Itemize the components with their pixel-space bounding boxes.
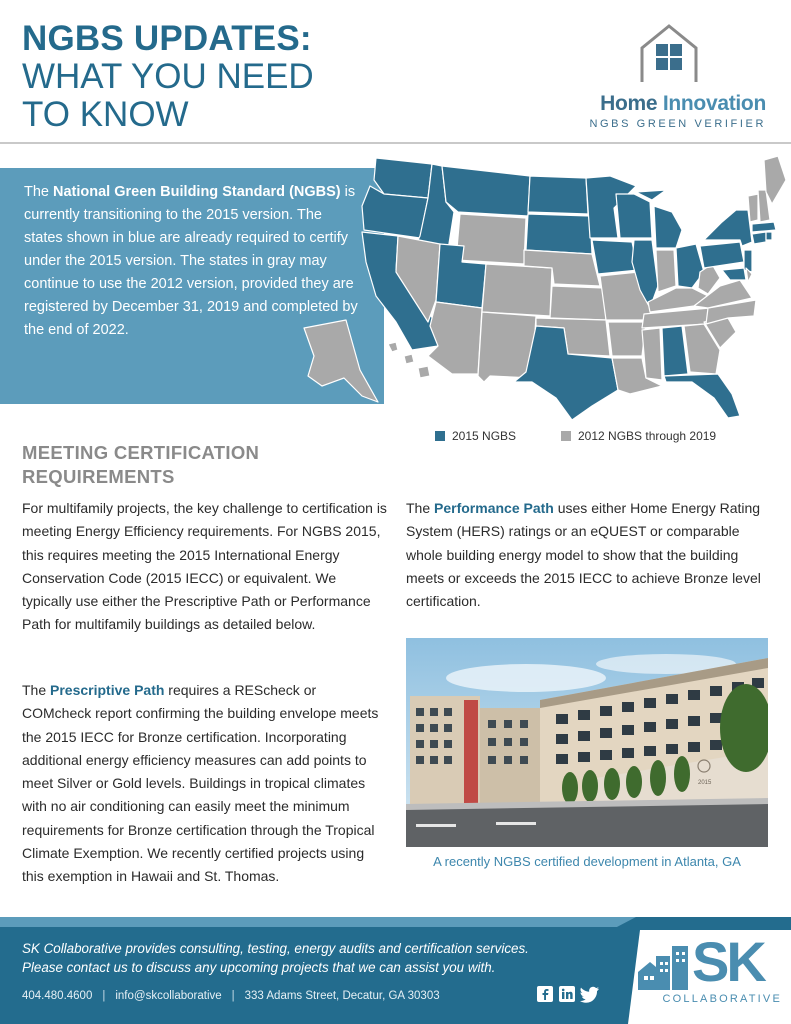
- state-connecticut: [752, 232, 766, 244]
- state-south-dakota: [526, 214, 592, 254]
- state-new-jersey: [744, 250, 752, 272]
- paragraph-prescriptive: [22, 679, 387, 889]
- sk-letters: SK: [692, 930, 764, 993]
- street-address: 333 Adams Street, Decatur, GA 30303: [244, 990, 440, 1002]
- separator: |: [102, 990, 106, 1002]
- logo-subtitle: NGBS GREEN VERIFIER: [589, 118, 766, 130]
- home-innovation-logo: [572, 22, 772, 132]
- footer-accent-bar: [0, 917, 636, 927]
- phone-number[interactable]: 404.480.4600: [22, 990, 93, 1002]
- footer-contact-text: Please contact us to discuss any upcoming projects that we can assist you with.: [22, 960, 496, 975]
- sk-collaborative-logo: [636, 930, 782, 1010]
- social-links: [536, 985, 598, 1003]
- legend-swatch-gray: [561, 431, 571, 441]
- title-line-2: WHAT YOU NEED: [22, 57, 314, 96]
- state-indiana: [656, 250, 676, 292]
- state-colorado: [482, 264, 552, 316]
- sign-text: 2015: [698, 780, 712, 786]
- contact-info: [22, 990, 440, 1002]
- intro-bold: National Green Building Standard (NGBS): [53, 184, 341, 200]
- p3-rest: uses either Home Energy Rating System (HERS) ratings or an eQUEST or comparable whole building energy model to show that the building meets or exceeds the 2015 IECC to achieve Bronze level certification.: [406, 500, 761, 610]
- house-skyline-icon: [636, 942, 696, 994]
- p2-lead: The: [22, 682, 51, 698]
- legend-label-2015: 2015 NGBS: [452, 429, 517, 443]
- footer-services-text: SK Collaborative provides consulting, testing, energy audits and certification services.: [22, 941, 529, 956]
- logo-name: [576, 92, 766, 116]
- prescriptive-path-highlight: Prescriptive Path: [50, 682, 165, 698]
- facebook-icon[interactable]: [536, 985, 554, 1003]
- logo-name-part1: Home: [600, 92, 658, 115]
- intro-rest: is currently transitioning to the 2015 version. The states shown in blue are already required to certify under the 2015 version. The states in gray may continue to use the 2012 version, provided they are registered by December 31, 2019 and completed by the end of 2022.: [24, 184, 358, 338]
- twitter-icon[interactable]: [580, 985, 598, 1003]
- legend-label-2012: 2012 NGBS through 2019: [578, 429, 717, 443]
- state-north-dakota: [528, 176, 588, 214]
- development-photo: [406, 638, 768, 847]
- state-mississippi: [642, 328, 662, 380]
- state-vermont: [748, 194, 758, 222]
- state-kansas: [550, 286, 606, 320]
- state-maryland: [722, 268, 746, 280]
- section-heading: MEETING CERTIFICATION REQUIREMENTS: [22, 442, 260, 487]
- paragraph-performance: [406, 497, 776, 613]
- legend-2015: [435, 428, 516, 444]
- state-arizona: [428, 302, 482, 374]
- state-pennsylvania: [700, 242, 744, 268]
- state-wyoming: [456, 214, 526, 264]
- separator: |: [231, 990, 235, 1002]
- us-ngbs-map: [300, 150, 786, 420]
- title-line-1: NGBS UPDATES:: [22, 19, 312, 58]
- logo-name-part2: Innovation: [662, 92, 766, 115]
- state-washington: [374, 158, 432, 198]
- email-address[interactable]: info@skcollaborative: [115, 990, 222, 1002]
- house-window-icon: [636, 22, 702, 86]
- p2-rest: requires a REScheck or COMcheck report confirming the building envelope meets the 2015 IECC for Bronze certification. Incorporating additional energy efficiency measures can add points to meet Silver or Gold levels. Buildings in tropical climates with no air conditioning can easily meet the minimum requirements for Bronze certification through the Tropical Climate Exemption. We recently certified projects using this exemption in Hawaii and St. Thomas.: [22, 682, 379, 885]
- state-rhode-island: [766, 232, 772, 240]
- linkedin-icon[interactable]: [558, 985, 576, 1003]
- performance-path-highlight: Performance Path: [434, 500, 554, 516]
- state-new-york: [704, 210, 752, 246]
- intro-lead: The: [24, 184, 54, 200]
- intro-text: [24, 181, 364, 342]
- state-massachusetts: [752, 222, 776, 232]
- header-divider: [0, 142, 791, 144]
- state-arkansas: [608, 322, 646, 356]
- p3-lead: The: [406, 500, 435, 516]
- state-florida: [664, 374, 740, 418]
- state-alabama: [662, 326, 688, 376]
- page-title: [22, 20, 402, 134]
- state-iowa: [592, 240, 638, 274]
- state-wisconsin: [616, 194, 652, 238]
- legend-swatch-blue: [435, 431, 445, 441]
- photo-caption: A recently NGBS certified development in Atlanta, GA: [433, 854, 741, 869]
- state-montana: [442, 166, 530, 216]
- legend-2012: [561, 428, 716, 444]
- title-line-3: TO KNOW: [22, 95, 189, 134]
- sk-logo-subtitle: COLLABORATIVE: [662, 993, 782, 1005]
- paragraph-intro: For multifamily projects, the key challenge to certification is meeting Energy Efficiency requirements. For NGBS 2015, this requires meeting the 2015 International Energy Conservation Code (2015 IECC) or equivalent. We typically use either the Prescriptive Path or Performance Path for multifamily buildings as detailed below.: [22, 500, 387, 633]
- building-illustration: [406, 638, 768, 847]
